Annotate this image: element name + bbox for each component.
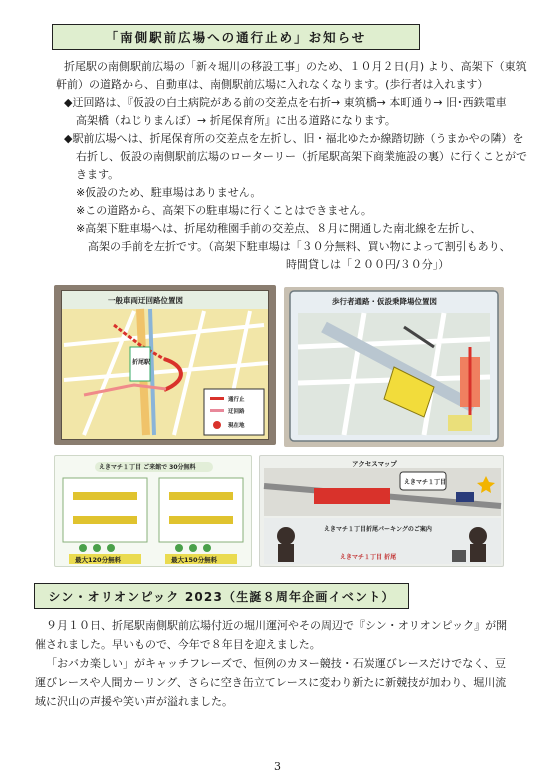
para-line: ※高架下駐車場へは、折尾幼稚園手前の交差点、８月に開通した南北線を左折し、 [76, 222, 482, 235]
parking-flyer-title: えきマチ１丁目 ご来館で 30分無料 [99, 464, 196, 471]
detour-map-photo [54, 285, 276, 445]
para-line: 催されました。早いもので、今年で８年目を迎えました。 [35, 638, 321, 651]
detour-map-title: 一般車両迂回路位置図 [108, 296, 183, 305]
parking-flyer-photo [54, 455, 252, 567]
pedestrian-map-photo [284, 287, 504, 447]
parking-max-120: 最大120分無料 [75, 556, 122, 564]
access-map-graphic [260, 456, 504, 567]
para-line: 高架の手前を左折です。（高架下駐車場は「３０分無料、買い物によって割引もあり、 [88, 240, 511, 253]
para-line: 域に沢山の声援や笑い声が溢れました。 [35, 695, 233, 708]
para-line: 折尾駅の南側駅前広場の「新々堀川の移設工事」のため、１０月２日(月) より、高架下（東筑 [64, 60, 527, 73]
para-line: ◆迂回路は、『仮設の白土病院がある前の交差点を右折→ 東筑橋→ 本町通り→ 旧･西鉄電車 [64, 96, 507, 109]
para-line: ９月１０日、折尾駅南側駅前広場付近の堀川運河やその周辺で『シン・オリオンピック』が開 [46, 619, 508, 632]
page-number: 3 [274, 760, 281, 773]
access-map-sign: えきマチ１丁目 [404, 479, 447, 486]
pedestrian-map-title: 歩行者通路・仮設乗降場位置図 [332, 297, 437, 306]
para-line: 高架橋（ねじりまんぼ）→ 折尾保育所』に出る道路になります。 [76, 114, 396, 127]
access-map-photo [259, 455, 504, 567]
legend-closed: 通行止 [228, 397, 245, 403]
parking-flyer-graphic [55, 456, 252, 567]
para-line: ※この道路から、高架下の駐車場に行くことはできません。 [76, 204, 372, 217]
para-line: ◆駅前広場へは、折尾保育所の交差点を左折し、旧・福北ゆたか線踏切跡（うまかやの隣）を [64, 132, 524, 145]
parking-max-150: 最大150分無料 [171, 556, 218, 564]
section2-heading: シン・オリオンピック 2023（生誕８周年企画イベント） [34, 583, 409, 609]
para-line: 軒前）の道路から、自動車は、南側駅前広場に入れなくなります。(歩行者は入れます） [56, 78, 489, 91]
access-map-brand: えきマチ１丁目 折尾 [340, 554, 397, 561]
access-map-subtitle: えきマチ１丁目折尾パーキングのご案内 [324, 526, 432, 533]
detour-map-station-label: 折尾駅 [132, 359, 151, 366]
legend-detour: 迂回路 [228, 409, 245, 415]
para-line: 「おバカ楽しい」がキャッチフレーズで、恒例のカヌー競技・石炭運びレースだけでなく、豆 [46, 657, 507, 670]
access-map-title: アクセスマップ [352, 460, 397, 468]
para-line: きます。 [76, 168, 120, 181]
para-line: 右折し、仮設の南側駅前広場のローターリー（折尾駅高架下商業施設の裏）に行くことがで [76, 150, 527, 163]
para-line: 運びレースや人間カーリング、さらに空き缶立てレースに変わり新たに新競技が加わり、堀川流 [35, 676, 507, 689]
para-line: 時間貸しは「２００円/３０分」） [286, 258, 450, 271]
pedestrian-map-graphic [284, 287, 504, 447]
legend-current-location: 現在地 [228, 423, 245, 429]
section1-heading: 「南側駅前広場への通行止め」お知らせ [52, 24, 420, 50]
para-line: ※仮設のため、駐車場はありません。 [76, 186, 262, 199]
